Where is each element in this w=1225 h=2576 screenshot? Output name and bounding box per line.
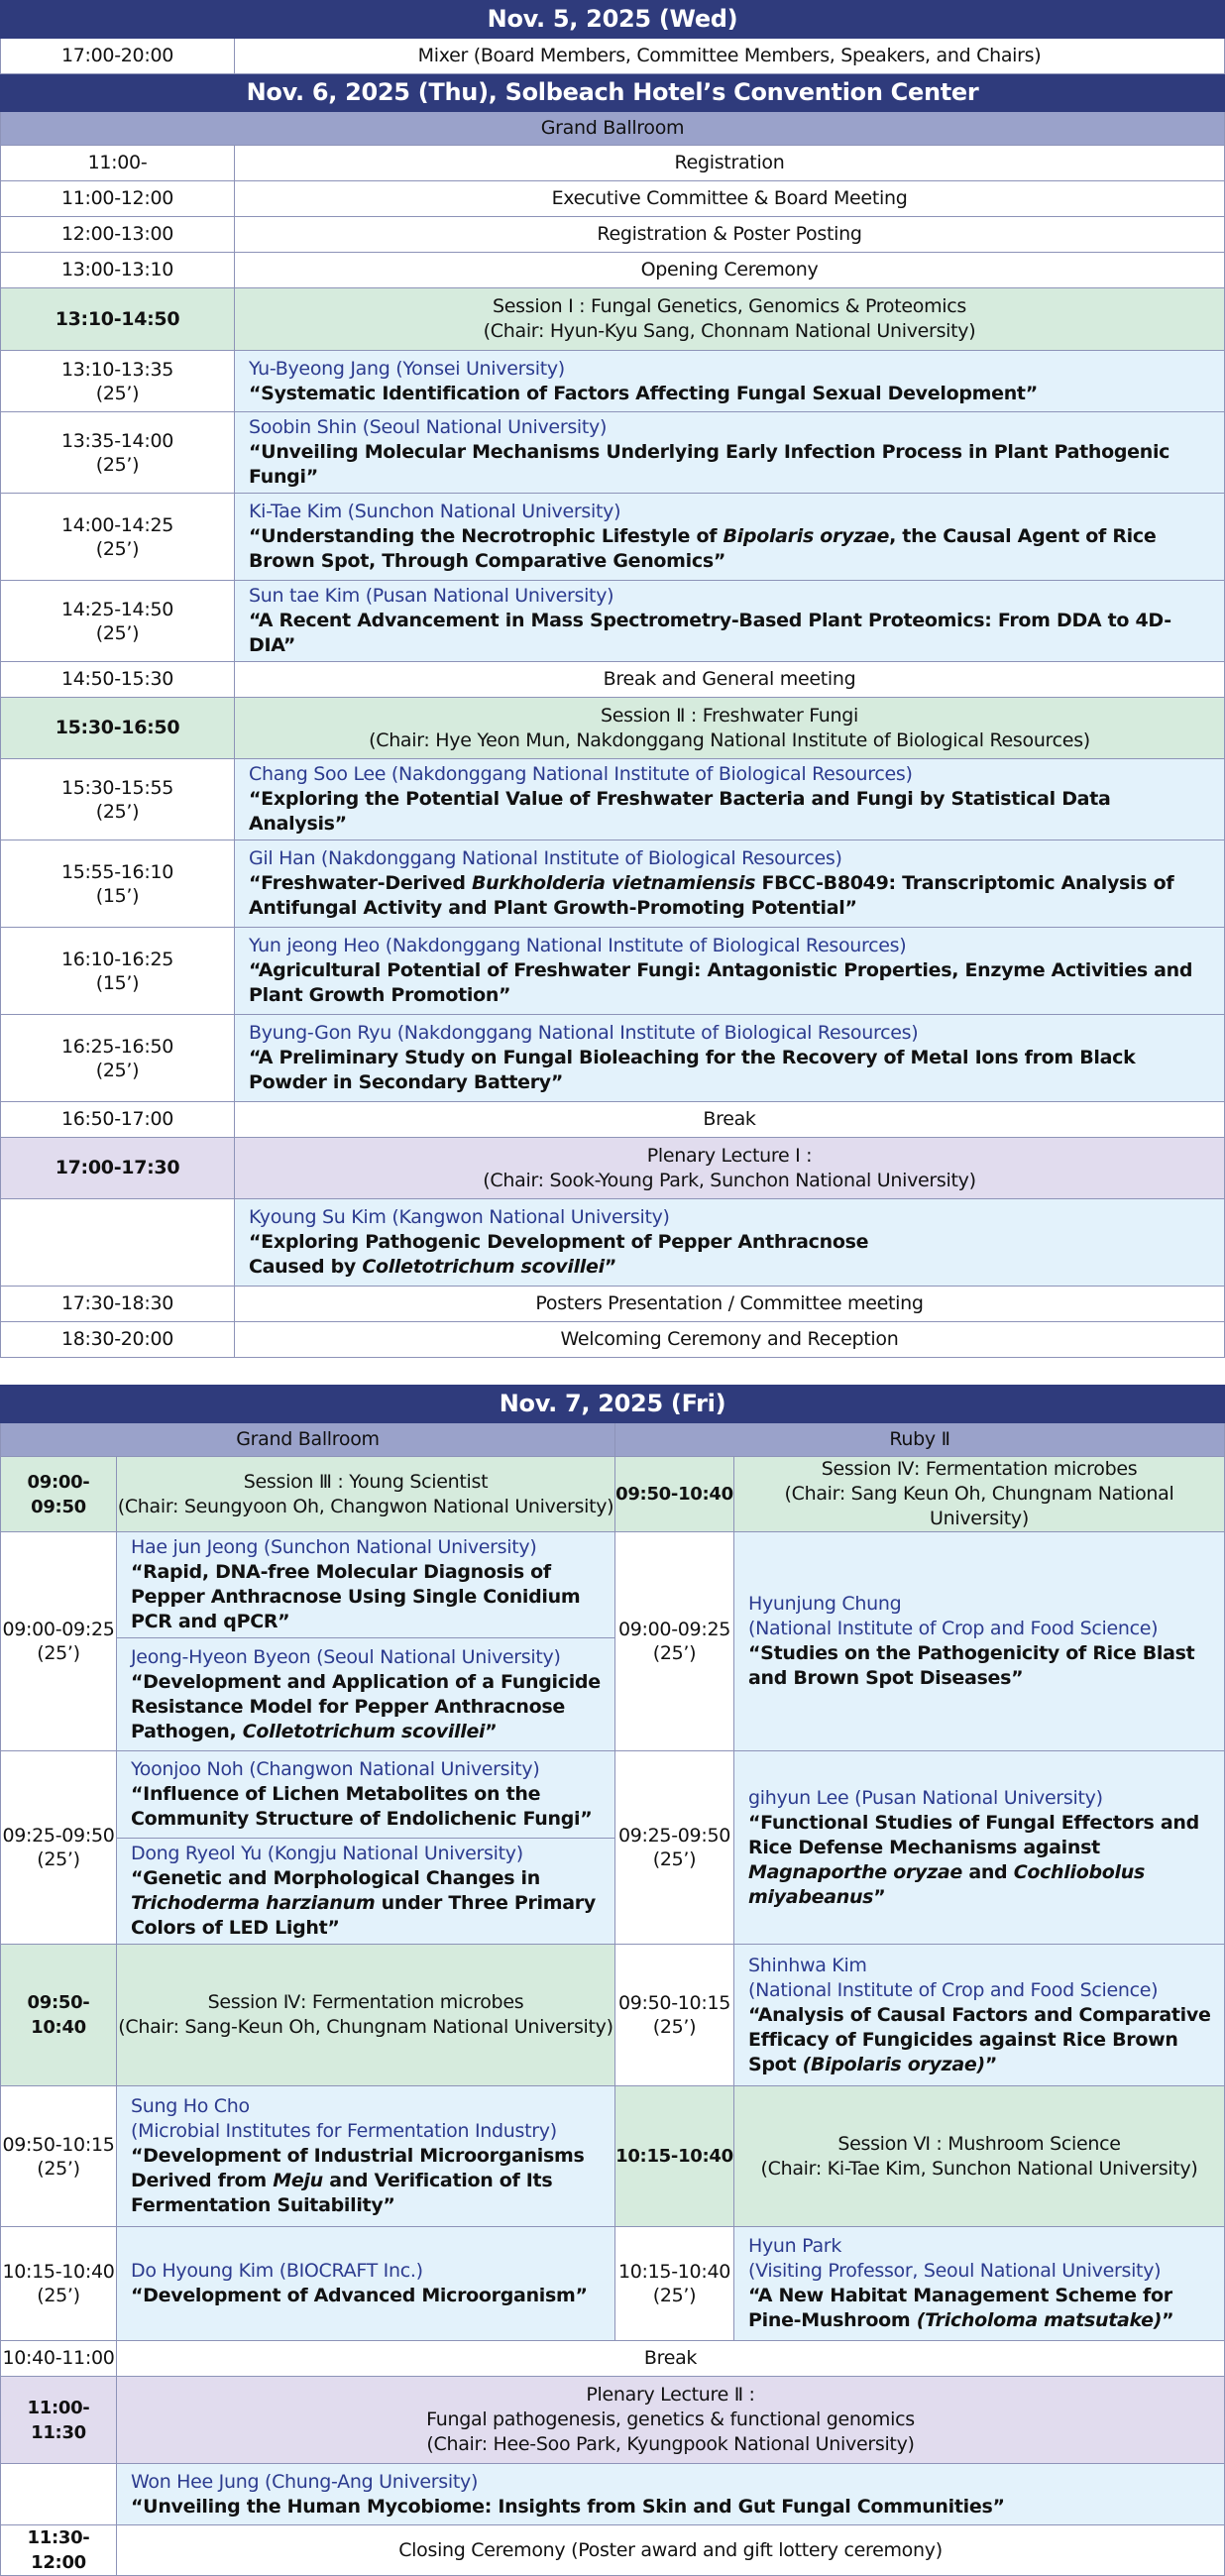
talk-title xyxy=(748,1811,1214,1910)
room-right-label: Ruby Ⅱ xyxy=(615,1423,1225,1457)
speaker-affiliation: (National Institute of Crop and Food Science) xyxy=(748,1978,1159,2001)
talk-duration: (25’) xyxy=(95,800,140,823)
talk-title-italic: Bipolaris oryzae xyxy=(723,525,890,547)
speaker: Hae jun Jeong (Sunchon National University) xyxy=(131,1536,537,1558)
talk-title xyxy=(131,2144,605,2218)
talk-row xyxy=(1,2227,1225,2341)
session-time: 09:00-09:50 xyxy=(1,1457,117,1532)
talk-title-italic: Magnaporthe oryzae xyxy=(748,1860,962,1883)
table-row xyxy=(1,2525,1225,2576)
plenary-subtitle: Fungal pathogenesis, genetics & functional genomics xyxy=(426,2408,915,2430)
session-title: Session Ⅵ : Mushroom Science xyxy=(837,2132,1121,2155)
speaker: gihyun Lee (Pusan National University) xyxy=(748,1786,1103,1809)
talk-title: “Studies on the Pathogenicity of Rice Blast and Brown Spot Diseases” xyxy=(748,1642,1195,1689)
talk-duration: (15’) xyxy=(95,884,140,907)
plenary-title: Plenary Lecture Ⅱ : xyxy=(586,2384,755,2406)
talk-row xyxy=(1,412,1225,494)
talk-time: 15:55-16:10 xyxy=(60,860,174,883)
talk-row xyxy=(1,928,1225,1015)
speaker: Chang Soo Lee (Nakdonggang National Institute of Biological Resources) xyxy=(249,763,913,785)
table-row xyxy=(1,662,1225,698)
talk-duration: (25’) xyxy=(652,2016,697,2038)
talk-title-italic: Trichoderma harzianum xyxy=(131,1892,376,1914)
talk-title-italic: Burkholderia vietnamiensis xyxy=(471,872,756,894)
talk-title xyxy=(249,524,1214,574)
talk-title xyxy=(748,2003,1214,2077)
time-cell: 13:00-13:10 xyxy=(1,253,235,288)
talk-title-part: “Development of Industrial Microorganisms Derived from xyxy=(131,2145,585,2191)
session-chair: (Chair: Sang Keun Oh, Chungnam National University) xyxy=(784,1483,1174,1529)
talk-title-part: and xyxy=(962,1860,1014,1883)
event-cell: Opening Ceremony xyxy=(235,253,1225,288)
talk-time: 09:00-09:25 xyxy=(617,1619,731,1640)
session-title: Session Ⅱ : Freshwater Fungi xyxy=(600,704,859,727)
talk-duration: (25’) xyxy=(95,621,140,644)
talk-title: “Development of Advanced Microorganism” xyxy=(131,2285,588,2306)
talk-title-part: under Three Primary Colors of LED Light” xyxy=(131,1892,596,1939)
room-label: Grand Ballroom xyxy=(1,112,1225,146)
speaker-affiliation: (Microbial Institutes for Fermentation Industry) xyxy=(131,2120,557,2142)
talk-duration: (25’) xyxy=(652,2285,697,2306)
talk-title-part: “Analysis of Causal Factors and Comparative Efficacy of Fungicides against Rice Brown Spot xyxy=(748,2003,1211,2075)
talk-time: 09:00-09:25 xyxy=(2,1619,115,1640)
speaker: Won Hee Jung (Chung-Ang University) xyxy=(131,2470,479,2493)
session-title: Session Ⅰ : Fungal Genetics, Genomics & Proteomics xyxy=(492,295,967,317)
talk-title-italic: Cochliobolus miyabeanus xyxy=(748,1860,1145,1908)
talk-title: “A Recent Advancement in Mass Spectrometry-Based Plant Proteomics: From DDA to 4D-DIA” xyxy=(249,610,1171,656)
event-cell: Executive Committee & Board Meeting xyxy=(235,181,1225,217)
talk-title: “A Preliminary Study on Fungal Bioleaching for the Recovery of Metal Ions from Black Powder in Secondary Battery” xyxy=(249,1047,1136,1093)
talk-time: 13:35-14:00 xyxy=(60,429,174,452)
time-cell: 17:00-20:00 xyxy=(1,39,235,74)
speaker: Gil Han (Nakdonggang National Institute of Biological Resources) xyxy=(249,847,842,869)
talk-time: 09:25-09:50 xyxy=(2,1825,115,1847)
speaker-affiliation: (Visiting Professor, Seoul National University) xyxy=(748,2260,1162,2282)
speaker: Yoonjoo Noh (Changwon National University) xyxy=(131,1758,540,1780)
talk-title-italic: (Tricholoma matsutake) xyxy=(916,2309,1163,2331)
table-row xyxy=(1,1322,1225,1358)
time-cell: 11:30-12:00 xyxy=(1,2525,117,2576)
plenary-title: Plenary Lecture Ⅰ : xyxy=(646,1144,813,1167)
session-row xyxy=(1,1457,1225,1532)
talk-time: 13:10-13:35 xyxy=(60,358,174,381)
session-chair: (Chair: Hye Yeon Mun, Nakdonggang National Institute of Biological Resources) xyxy=(369,728,1090,751)
talk-duration: (25’) xyxy=(37,1848,80,1870)
plenary-chair: (Chair: Hee-Soo Park, Kyungpook National University) xyxy=(426,2433,915,2455)
time-cell: 17:30-18:30 xyxy=(1,1287,235,1322)
session-chair: (Chair: Hyun-Kyu Sang, Chonnam National University) xyxy=(483,320,976,342)
session-title: Session Ⅲ : Young Scientist xyxy=(243,1470,489,1493)
empty-time-cell xyxy=(1,1199,235,1287)
speaker: Byung-Gon Ryu (Nakdonggang National Institute of Biological Resources) xyxy=(249,1022,919,1044)
talk-title-part: Caused by xyxy=(249,1256,363,1278)
room-left-label: Grand Ballroom xyxy=(1,1423,615,1457)
talk-title-part: “Functional Studies of Fungal Effectors and Rice Defense Mechanisms against xyxy=(748,1811,1199,1858)
talk-row xyxy=(1,351,1225,412)
talk-title-part: ” xyxy=(1162,2309,1174,2331)
talk-title: “Unveiling the Human Mycobiome: Insights from Skin and Gut Fungal Communities” xyxy=(131,2495,1005,2518)
talk-time: 10:15-10:40 xyxy=(617,2261,731,2283)
talk-title-italic: Colletotrichum scovillei xyxy=(362,1256,605,1278)
day1-header: Nov. 5, 2025 (Wed) xyxy=(1,1,1225,39)
talk-title-part: “Genetic and Morphological Changes in xyxy=(131,1867,540,1889)
talk-title: “Exploring the Potential Value of Freshwater Bacteria and Fungi by Statistical Data Analysis” xyxy=(249,788,1111,835)
talk-title-part: “Understanding the Necrotrophic Lifestyle of xyxy=(249,525,724,547)
time-cell: 11:00- xyxy=(1,146,235,181)
speaker: Sung Ho Cho xyxy=(131,2095,250,2117)
plenary-chair: (Chair: Sook-Young Park, Sunchon National University) xyxy=(483,1169,976,1191)
speaker: Yu-Byeong Jang (Yonsei University) xyxy=(249,357,565,380)
time-cell: 14:50-15:30 xyxy=(1,662,235,698)
speaker: Ki-Tae Kim (Sunchon National University) xyxy=(249,501,621,522)
table-row xyxy=(1,1287,1225,1322)
event-cell: Posters Presentation / Committee meeting xyxy=(235,1287,1225,1322)
day3-header-row xyxy=(1,1386,1225,1423)
speaker: Do Hyoung Kim (BIOCRAFT Inc.) xyxy=(131,2260,423,2282)
talk-duration: (25’) xyxy=(37,2157,80,2180)
talk-time: 09:50-10:15 xyxy=(2,2133,115,2156)
time-cell: 18:30-20:00 xyxy=(1,1322,235,1358)
speaker: Sun tae Kim (Pusan National University) xyxy=(249,585,614,607)
room-row xyxy=(1,112,1225,146)
talk-time: 16:10-16:25 xyxy=(60,948,174,970)
table-row xyxy=(1,2341,1225,2377)
talk-row xyxy=(1,1015,1225,1102)
talk-title xyxy=(249,1230,1214,1280)
talk-title: “Rapid, DNA-free Molecular Diagnosis of Pepper Anthracnose Using Single Conidium PCR and qPCR” xyxy=(131,1561,581,1632)
talk-time: 14:00-14:25 xyxy=(60,513,174,536)
event-cell: Mixer (Board Members, Committee Members, Speakers, and Chairs) xyxy=(235,39,1225,74)
talk-title-italic: Meju xyxy=(273,2170,323,2191)
talk-title xyxy=(748,2284,1214,2333)
event-cell: Closing Ceremony (Poster award and gift lottery ceremony) xyxy=(117,2525,1225,2576)
table-row xyxy=(1,39,1225,74)
talk-title xyxy=(249,871,1214,921)
session-row xyxy=(1,1945,1225,2086)
day1-header-row xyxy=(1,1,1225,39)
session-time: 09:50-10:40 xyxy=(1,1945,117,2086)
talk-duration: (25’) xyxy=(95,453,140,476)
table-row xyxy=(1,253,1225,288)
schedule-table-day3 xyxy=(0,1385,1225,2576)
talk-title-part: ” xyxy=(604,1256,616,1278)
talk-title-part: “Freshwater-Derived xyxy=(249,872,472,894)
talk-duration: (25’) xyxy=(95,1059,140,1081)
session-title: Session Ⅳ: Fermentation microbes xyxy=(207,1991,524,2013)
talk-duration: (25’) xyxy=(37,2285,80,2306)
event-cell: Break xyxy=(235,1102,1225,1138)
table-row xyxy=(1,146,1225,181)
talk-row xyxy=(1,2464,1225,2525)
talk-title-part: ” xyxy=(485,1720,498,1742)
session-chair: (Chair: Ki-Tae Kim, Sunchon National University) xyxy=(760,2157,1198,2180)
speaker: Soobin Shin (Seoul National University) xyxy=(249,416,608,438)
talk-row xyxy=(1,1532,1225,1638)
event-cell: Break and General meeting xyxy=(235,662,1225,698)
table-row xyxy=(1,181,1225,217)
speaker: Jeong-Hyeon Byeon (Seoul National University) xyxy=(131,1645,561,1668)
talk-row xyxy=(1,581,1225,662)
table-row xyxy=(1,217,1225,253)
talk-title: “Agricultural Potential of Freshwater Fungi: Antagonistic Properties, Enzyme Activities and Plant Growth Promotion” xyxy=(249,959,1193,1006)
talk-title-part: ” xyxy=(984,2053,998,2075)
session-time: 10:15-10:40 xyxy=(615,2086,734,2227)
speaker: Dong Ryeol Yu (Kongju National University) xyxy=(131,1843,523,1864)
event-cell: Break xyxy=(117,2341,1225,2377)
empty-time-cell xyxy=(1,2464,117,2525)
talk-title-part: , the Causal Agent of Rice Brown Spot, Through Comparative Genomics” xyxy=(249,525,1157,572)
talk-title-line: “Exploring Pathogenic Development of Pepper Anthracnose xyxy=(249,1231,869,1253)
talk-title-italic: (Bipolaris oryzae) xyxy=(802,2053,985,2075)
talk-row xyxy=(1,2086,1225,2227)
section-gap xyxy=(0,1358,1224,1385)
talk-duration: (25’) xyxy=(37,1642,80,1664)
plenary-row xyxy=(1,2377,1225,2464)
speaker: Hyun Park xyxy=(748,2235,842,2257)
session-title: Session Ⅳ: Fermentation microbes xyxy=(821,1458,1138,1480)
talk-time: 16:25-16:50 xyxy=(60,1035,174,1058)
speaker: Kyoung Su Kim (Kangwon National University) xyxy=(249,1206,670,1228)
talk-title-part: ” xyxy=(873,1885,886,1908)
talk-title xyxy=(131,1866,605,1941)
talk-duration: (15’) xyxy=(95,971,140,994)
talk-time: 15:30-15:55 xyxy=(60,776,174,799)
talk-title-part: FBCC-B8049: Transcriptomic Analysis of Antifungal Activity and Plant Growth-Promoting Potential” xyxy=(249,872,1174,919)
time-cell: 11:00-12:00 xyxy=(1,181,235,217)
time-cell: 10:40-11:00 xyxy=(1,2341,117,2377)
speaker: Yun jeong Heo (Nakdonggang National Institute of Biological Resources) xyxy=(249,935,907,956)
room-row xyxy=(1,1423,1225,1457)
session-time: 13:10-14:50 xyxy=(1,288,235,351)
talk-row xyxy=(1,1751,1225,1839)
talk-title: “Unveiling Molecular Mechanisms Underlying Early Infection Process in Plant Pathogenic Fungi” xyxy=(249,441,1170,488)
talk-title-part: “Development and Application of a Fungicide Resistance Model for Pepper Anthracnose Pathogen, xyxy=(131,1670,601,1742)
talk-row xyxy=(1,840,1225,928)
plenary-row xyxy=(1,1138,1225,1199)
event-cell: Registration xyxy=(235,146,1225,181)
talk-title-part: “A New Habitat Management Scheme for Pine-Mushroom xyxy=(748,2285,1172,2331)
talk-row xyxy=(1,494,1225,581)
talk-duration: (25’) xyxy=(95,537,140,560)
talk-time: 09:25-09:50 xyxy=(617,1825,731,1847)
session-time: 15:30-16:50 xyxy=(1,698,235,759)
table-row xyxy=(1,1102,1225,1138)
talk-title: “Systematic Identification of Factors Affecting Fungal Sexual Development” xyxy=(249,382,1038,404)
talk-time: 09:50-10:15 xyxy=(617,1992,731,2014)
talk-duration: (25’) xyxy=(652,1848,697,1870)
speaker-affiliation: (National Institute of Crop and Food Science) xyxy=(748,1618,1159,1639)
talk-title xyxy=(131,1670,605,1744)
session-chair: (Chair: Seungyoon Oh, Changwon National University) xyxy=(117,1495,614,1517)
time-cell: 16:50-17:00 xyxy=(1,1102,235,1138)
talk-duration: (25’) xyxy=(652,1642,697,1664)
talk-title-part: and Verification of Its Fermentation Suitability” xyxy=(131,2170,553,2216)
speaker: Hyunjung Chung xyxy=(748,1593,902,1615)
plenary-time: 17:00-17:30 xyxy=(1,1138,235,1199)
speaker: Shinhwa Kim xyxy=(748,1954,867,1976)
event-cell: Registration & Poster Posting xyxy=(235,217,1225,253)
talk-time: 10:15-10:40 xyxy=(2,2261,115,2283)
session-time: 09:50-10:40 xyxy=(615,1457,734,1532)
time-cell: 12:00-13:00 xyxy=(1,217,235,253)
plenary-time: 11:00-11:30 xyxy=(1,2377,117,2464)
day2-header-row xyxy=(1,74,1225,112)
event-cell: Welcoming Ceremony and Reception xyxy=(235,1322,1225,1358)
talk-title: “Influence of Lichen Metabolites on the Community Structure of Endolichenic Fungi” xyxy=(131,1783,593,1830)
session-row xyxy=(1,288,1225,351)
day3-header: Nov. 7, 2025 (Fri) xyxy=(1,1386,1225,1423)
session-chair: (Chair: Sang-Keun Oh, Chungnam National University) xyxy=(118,2016,613,2038)
talk-row xyxy=(1,759,1225,840)
session-row xyxy=(1,698,1225,759)
talk-title-italic: Colletotrichum scovillei xyxy=(242,1720,486,1742)
talk-row xyxy=(1,1199,1225,1287)
day2-header: Nov. 6, 2025 (Thu), Solbeach Hotel’s Convention Center xyxy=(1,74,1225,112)
talk-time: 14:25-14:50 xyxy=(60,598,174,620)
talk-duration: (25’) xyxy=(95,382,140,404)
